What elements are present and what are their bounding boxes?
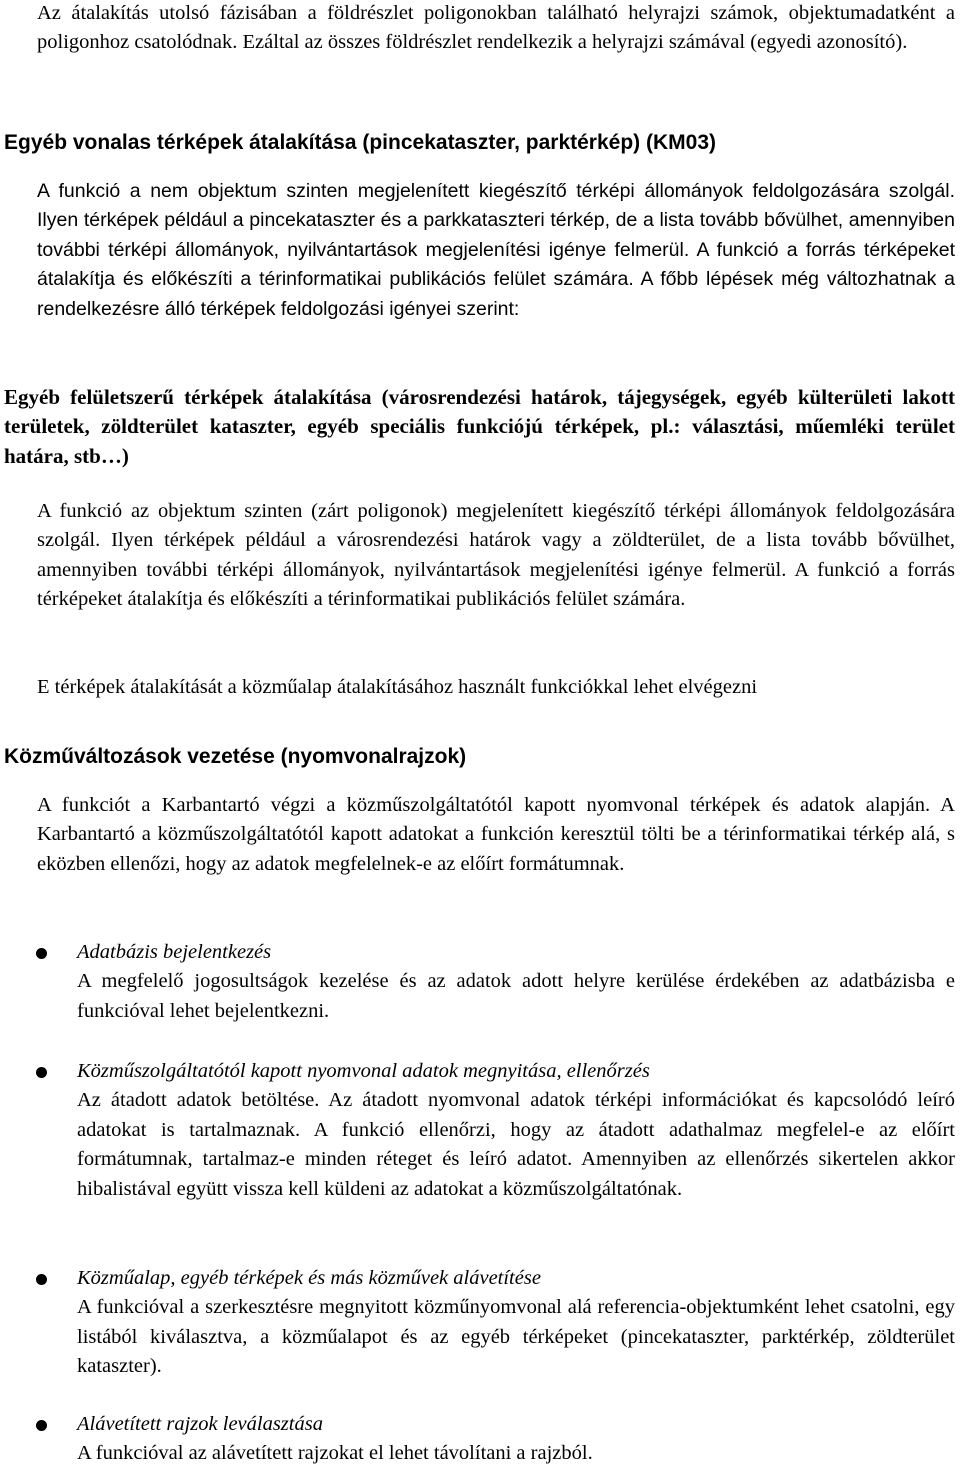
list-item-title: Közműalap, egyéb térképek és más közművek alávetítése — [77, 1267, 541, 1289]
section-surface-note: E térképek átalakítását a közműalap átalakításához használt funkciókkal lehet elvégezni — [37, 676, 758, 698]
bullet-icon — [36, 1274, 47, 1285]
list-item-text: A funkcióval az alávetített rajzokat el lehet távolítani a rajzból. — [77, 1442, 593, 1465]
list-item-title: Közműszolgáltatótól kapott nyomvonal adatok megnyitása, ellenőrzés — [77, 1060, 650, 1082]
section-utility-paragraph: A funkciót a Karbantartó végzi a közműszolgáltatótól kapott nyomvonal térképek és adatok alapján. A Karbantartó a közműszolgáltatótól kapott adatokat a funkción keresztül tölti be a térinformatikai térkép alá, s eközben ellenőzi, hogy az adatok megfelelnek-e az előírt formátumnak. — [37, 794, 955, 875]
list-item-title: Adatbázis bejelentkezés — [77, 941, 272, 963]
intro-paragraph: Az átalakítás utolsó fázisában a földrészlet poligonokban található helyrajzi számok, objektumadatként a poligonhoz csatolódnak. Ezáltal az összes földrészlet rendelkezik a helyrajzi számával (egyedi azonosító). — [37, 2, 955, 54]
bullet-icon — [36, 1420, 47, 1431]
section-surface-paragraph: A funkció az objektum szinten (zárt poligonok) megjelenített kiegészítő térképi állományok feldolgozására szolgál. Ilyen térképek például a városrendezési határok vagy a zöldterület, de a lista tovább bővülhet, amennyiben további térképi állományok, nyilvántartások megjelenítési igénye felmerül. A funkció a forrás térképeket átalakítja és előkészíti a térinformatikai publikációs felület számára. — [37, 500, 955, 611]
list-item-title: Alávetített rajzok leválasztása — [77, 1413, 323, 1435]
section-km03-paragraph: A funkció a nem objektum szinten megjelenített kiegészítő térképi állományok feldolgozására szolgál. Ilyen térképek például a pincekataszter és a parkkataszteri térkép, de a lista tovább bővülhet, amennyiben további térképi állományok, nyilvántartások megjelenítési igénye felmerül. A funkció a forrás térképeket átalakítja és előkészíti a térinformatikai publikációs felület számára. A főbb lépések még változhatnak a rendelkezésre álló térképek feldolgozási igényei szerint: — [37, 180, 955, 320]
section-heading-utility: Közműváltozások vezetése (nyomvonalrajzok) — [4, 745, 467, 768]
list-item-text: Az átadott adatok betöltése. Az átadott nyomvonal adatok térképi információkat és kapcsolódó leíró adatokat is tartalmaznak. A funkció ellenőrzi, hogy az átadott adathalmaz megfelel-e az előírt formátumnak, tartalmaz-e minden réteget és leíró adatot. Amennyiben az ellenőrzés sikertelen akkor hibalistával együtt vissza kell küldeni az adatokat a közműszolgáltatónak. — [77, 1089, 955, 1200]
list-item-text: A megfelelő jogosultságok kezelése és az adatok adott helyre kerülése érdekében az adatbázisba e funkcióval lehet bejelentkezni. — [77, 970, 955, 1022]
section-heading-km03: Egyéb vonalas térképek átalakítása (pincekataszter, parktérkép) (KM03) — [4, 131, 716, 154]
bullet-icon — [36, 1067, 47, 1078]
list-item-text: A funkcióval a szerkesztésre megnyitott közműnyomvonal alá referencia-objektumként lehet csatolni, egy listából kiválasztva, a közműalapot és az egyéb térképeket (pincekataszter, parktérkép, zöldterület kataszter). — [77, 1296, 955, 1378]
section-heading-surface: Egyéb felületszerű térképek átalakítása (városrendezési határok, tájegységek, egyéb külterületi lakott területek, zöldterület kataszter, egyéb speciális funkciójú térképek, pl.: választási, műemléki terület határa, stb…) — [4, 385, 955, 468]
bullet-icon — [36, 948, 47, 959]
